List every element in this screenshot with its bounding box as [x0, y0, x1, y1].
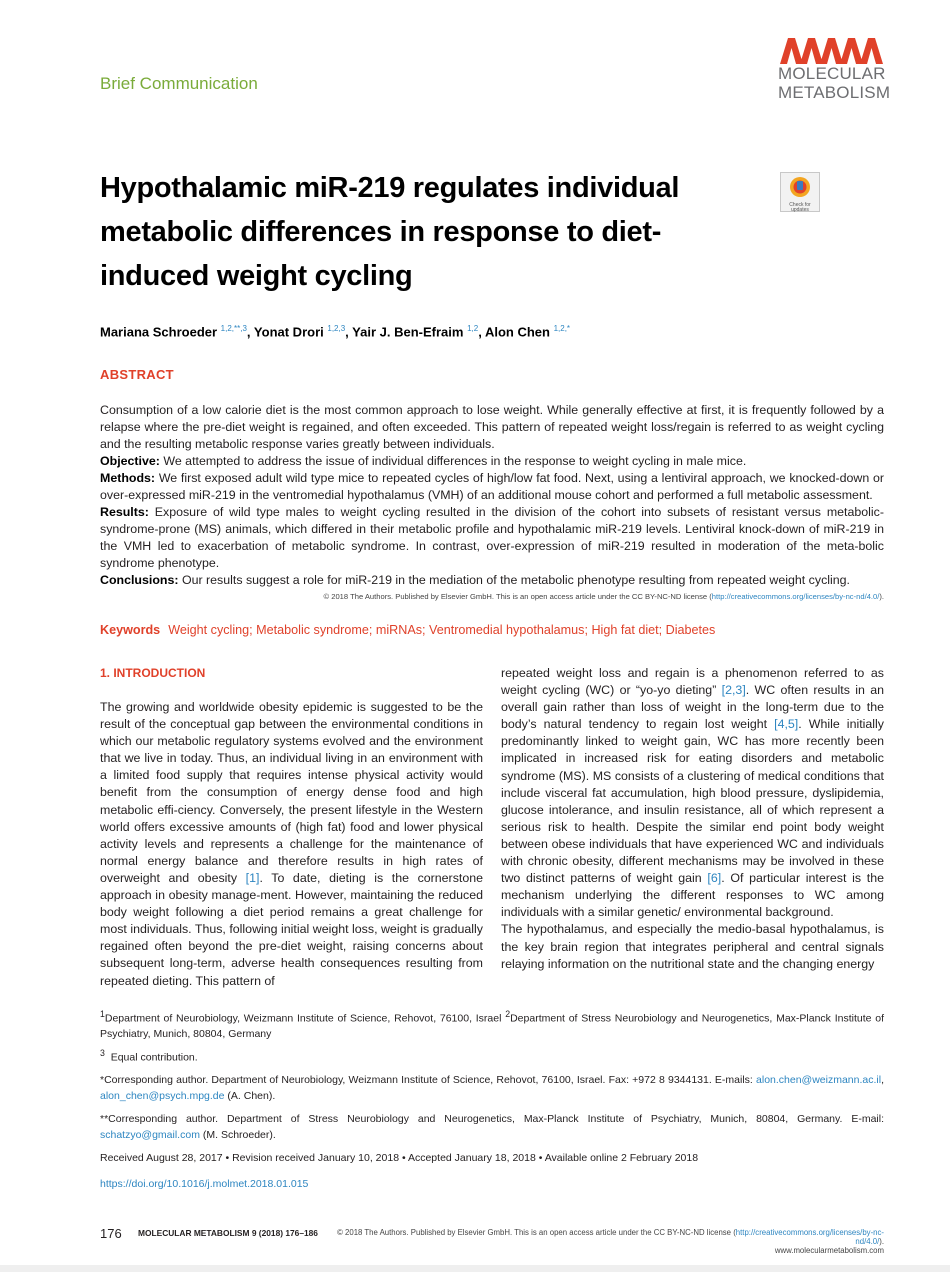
- corresponding-author-1: *Corresponding author. Department of Neurobiology, Weizmann Institute of Science, Rehovot, 76100, Israel. Fax: +972 8 9344131. E-mails: alon.chen@weizmann.ac.il, alon_chen@psych.mpg.de (A. Chen).: [100, 1074, 884, 1102]
- citation-link[interactable]: [6]: [707, 871, 722, 886]
- check-for-updates-badge[interactable]: [780, 172, 820, 212]
- keywords-label: Keywords: [100, 623, 161, 637]
- author-affiliation[interactable]: 1,2,: [220, 324, 235, 333]
- abstract-results: Results: Exposure of wild type males to weight cycling resulted in the division of the cohort into subsets of resistant versus metabolic-syndrome-prone (MS) animals, which differed in their metabolic profile and hypothalamic miR-219 levels. Lentiviral knock-down of miR-219 in the VMH led to exacerbation of metabolic syndrome. In contrast, over-expression of miR-219 resulted in moderation of the meta-bolic syndrome phenotype.: [100, 505, 884, 570]
- journal-website[interactable]: www.molecularmetabolism.com: [774, 1246, 884, 1255]
- logo-text-1: MOLECULAR: [778, 64, 886, 83]
- page-bottom-bar: [0, 1265, 950, 1272]
- check-updates-icon: [789, 176, 811, 198]
- license-link[interactable]: http://creativecommons.org/licenses/by-nc-nd/4.0/: [711, 592, 880, 601]
- author-affiliation[interactable]: 1,2: [467, 324, 479, 333]
- corresponding-mark[interactable]: **: [234, 324, 241, 333]
- abstract-body: [100, 402, 884, 589]
- journal-reference: MOLECULAR METABOLISM 9 (2018) 176–186: [138, 1228, 318, 1238]
- keywords-list: Weight cycling; Metabolic syndrome; miRNAs; Ventromedial hypothalamus; High fat diet; Diabetes: [168, 623, 716, 637]
- journal-logo-mark-icon: [780, 38, 884, 64]
- corresponding-mark[interactable]: *: [566, 324, 571, 333]
- license-link[interactable]: http://creativecommons.org/licenses/by-nc-nd/4.0/: [735, 1228, 884, 1246]
- equal-contribution-footnote: $^3$ Equal contribution.: [100, 1048, 198, 1064]
- author-name: Mariana Schroeder: [100, 324, 218, 340]
- body-column-right: repeated weight loss and regain is a phenomenon referred to as weight cycling (WC) or “yo-yo dieting” [2,3]. WC often results in an overall gain rather than loss of weight in the long-term due to the body’s natural tendency to regain lost weight [4,5]. While initially predominantly linked to weight gain, WC has more recently been implicated in increased risk for eating disorders and metabolic syndrome (MS). MS consists of a clustering of medical conditions that include visceral fat accumulation, high blood pressure, dyslipidemia, glucose intolerance, and insulin resistance, all of which represent a serious risk to health. Despite the similar end point body weight between obese individuals that have experienced WC and individuals with chronic obesity, different mechanisms may be involved in these two distinct patterns of weight gain [6]. Of particular interest is the mechanism underlying the different responses to WC among individuals with a similar genetic/ environmental background. The hypothalamus, and especially the medio-basal hypothalamus, is the key brain region that integrates peripheral and central signals relaying information on the nutritional state and the changing energy: [501, 665, 884, 973]
- affiliations-footnote: $^1$Department of Neurobiology, Weizmann Institute of Science, Rehovot, 76100, Israel $^2$Department of Stress Neurobiology and Neurogenetics, Max-Planck Institute of Psychiatry, Munich, 80804, Germany: [100, 1009, 884, 1040]
- body-column-left: The growing and worldwide obesity epidemic is suggested to be the result of the conceptual gap between the environmental conditions in which our metabolic regulatory systems evolved and the environment that we live in today. Thus, an individual living in an environment with a limited food supply that requires intense physical activity would benefit from the consumption of energy dense food and high metabolic effi-ciency. Conversely, the present lifestyle in the Western world offers excessive amounts of (high fat) food and lower physical activity levels and represents a challenge for the maintenance of normal energy balance and therefore results in high rates of overweight and obesity [1]. To date, dieting is the cornerstone approach in obesity manage-ment. However, maintaining the reduced body weight following a diet period remains a great challenge for most individuals. Thus, following initial weight loss, weight is gradually regained often beyond the pre-diet weight, raising concerns about subsequent long-term, adverse health consequences resulting from repeated dieting. This pattern of: [100, 700, 483, 988]
- check-updates-label: Check for updates: [789, 202, 811, 213]
- author-name: Yonat Drori: [253, 324, 324, 340]
- logo-text-2: METABOLISM: [778, 83, 891, 102]
- author-note[interactable]: ,3: [240, 324, 247, 333]
- section-heading: 1. INTRODUCTION: [100, 666, 206, 680]
- doi-link[interactable]: https://doi.org/10.1016/j.molmet.2018.01.015: [100, 1178, 309, 1190]
- author-name: Yair J. Ben-Efraim: [352, 324, 464, 340]
- abstract-methods: Methods: We first exposed adult wild type mice to repeated cycles of high/low fat food. Next, using a lentiviral approach, we knocked-down or over-expressed miR-219 in the ventromedial hypothalamus (VMH) of an additional mouse cohort and performed a full metabolic assessment.: [100, 471, 884, 502]
- email-link[interactable]: schatzyo@gmail.com: [100, 1128, 200, 1141]
- author-affiliation[interactable]: 1,2,3: [327, 324, 346, 333]
- received-dates: Received August 28, 2017 • Revision received January 10, 2018 • Accepted January 18, 2018 • Available online 2 February 2018: [100, 1152, 699, 1164]
- author-name: Alon Chen: [484, 324, 550, 340]
- abstract-conclusions: Conclusions: Our results suggest a role for miR-219 in the mediation of the metabolic phenotype resulting from repeated weight cycling.: [100, 573, 851, 587]
- journal-logo: [778, 38, 891, 102]
- author-affiliation[interactable]: 1,2,: [553, 324, 567, 333]
- email-link[interactable]: alon.chen@weizmann.ac.il: [756, 1074, 882, 1086]
- abstract-objective: Objective: We attempted to address the issue of individual differences in the response to weight cycling in male mice.: [100, 454, 747, 468]
- citation-link[interactable]: [1]: [245, 870, 260, 885]
- email-link[interactable]: alon_chen@psych.mpg.de: [100, 1089, 225, 1102]
- abstract-heading: ABSTRACT: [100, 367, 174, 382]
- page-number: 176: [100, 1226, 122, 1241]
- citation-link[interactable]: [4,5]: [774, 717, 799, 732]
- citation-link[interactable]: [2,3]: [721, 683, 746, 698]
- article-type: Brief Communication: [100, 74, 258, 93]
- abstract-license: © 2018 The Authors. Published by Elsevier GmbH. This is an open access article under the CC BY-NC-ND license (http://creativecommons.org/licenses/by-nc-nd/4.0/).: [323, 592, 884, 601]
- corresponding-author-2: **Corresponding author. Department of Stress Neurobiology and Neurogenetics, Max-Planck Institute of Psychiatry, Munich, 80804, Germany. E-mail: schatzyo@gmail.com (M. Schroeder).: [100, 1113, 884, 1141]
- footer-license: © 2018 The Authors. Published by Elsevier GmbH. This is an open access article under the CC BY-NC-ND license (http://creativecommons.org/licenses/by-nc-nd/4.0/). www.molecularmetabolism.com: [337, 1228, 884, 1255]
- keywords: [100, 623, 890, 637]
- paragraph: The hypothalamus, and especially the medio-basal hypothalamus, is the key brain region that integrates peripheral and central signals relaying information on the nutritional state and the changing energy: [501, 922, 884, 971]
- author-list: Mariana Schroeder $^{1,2,**,3}$, Yonat Drori $^{1,2,3}$, Yair J. Ben-Efraim $^{1,2}$, Alon Chen $^{1,2,*}$: [100, 324, 571, 340]
- abstract-intro: Consumption of a low calorie diet is the most common approach to lose weight. While generally effective at first, it is frequently followed by a relapse where the pre-diet weight is regained, and often exceeded. This pattern of repeated weight loss/regain is referred to as weight cycling and the resulting metabolic response varies greatly between individuals.: [100, 403, 884, 451]
- article-title: Hypothalamic miR-219 regulates individual metabolic differences in response to diet-induced weight cycling: [100, 172, 680, 292]
